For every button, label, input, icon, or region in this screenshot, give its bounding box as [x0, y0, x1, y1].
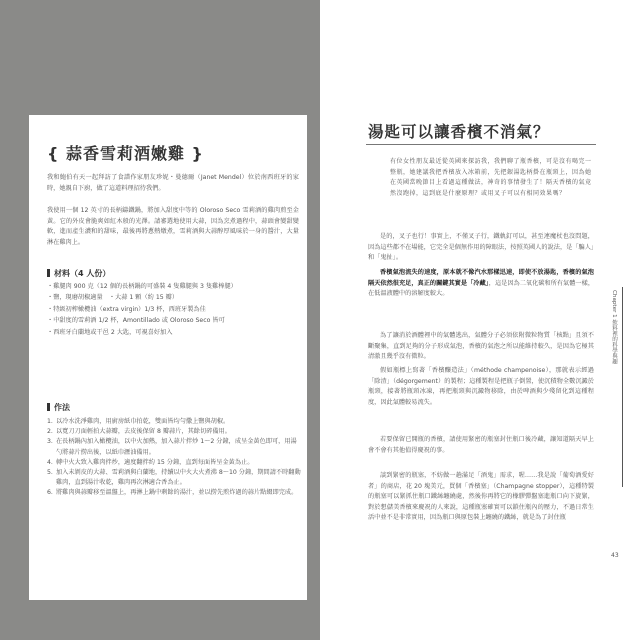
- step-text: 在長柄鍋內加入橄欖油，以中火加熱，加入蒜片拌炒 1～2 分鐘，成呈金黃色即可，用湯勺將蒜片撈出後，以紙巾瀝油備用。: [56, 438, 297, 456]
- paragraph-text: ，這是因為二氧化碳和所有氣體一樣，在低溫液體中的溶解度較大。: [368, 279, 595, 298]
- page-number: 43: [611, 552, 619, 559]
- ingredient-item: ・ 中甜度的雪莉酒 1/2 杯，Amontillado 或 Oloroso Seco 皆可: [47, 315, 302, 326]
- step-text: 轉中火大致入雞肉拌炒，適度翻拌約 15 分鐘，直到每面皆呈金黃為止。: [56, 458, 254, 466]
- method-step: [47, 488, 302, 498]
- heading-bar-icon: [47, 403, 50, 411]
- ingredients-list: [47, 281, 302, 338]
- step-number: 2.: [47, 428, 53, 436]
- ingredient-item: ・ 鹽，現磨胡椒適量 ・大蒜 1 顆（約 15 瓣）: [47, 292, 302, 303]
- body-paragraph-1: 是的，叉子也行！事實上，不僅叉子行，鐵軌釘可以，甚至連魔杖也沒問題，因為這些都不在場能，它完全是個無作用的障眼法，按照英國人的說法，是「騙人」和「鬼扯」。: [368, 233, 594, 262]
- highlight-text: 香檳氣泡流失的速度，原本就不像汽水那樣迅速，即使不放湯匙，香檳的氣泡隔天依然很充足，真正的關鍵其實是「冷藏」: [368, 269, 594, 287]
- title-divider: [366, 144, 596, 145]
- body-paragraph-3: 為了讓消於酒體裡中的氣體逃出，氣體分子必須依附微粒物質「核點」且須不斷聚集，直到足夠的分子形成氣泡，香檳的氣泡之所以能維持較久，是因為它極其清澈且幾乎沒有微粒。: [368, 332, 594, 361]
- step-text: 以寬刀刀面輕拍大蒜瓣，去皮後保留 8 瓣蒜片，其餘切碎備用。: [56, 428, 231, 436]
- step-number: 5.: [47, 469, 53, 477]
- body-paragraph-2: [368, 268, 594, 300]
- recipe-intro-2: 我使用一個 12 英寸的長柄鑄鐵鍋，將加入甜度中等的 Oloroso Seco 雪莉酒的雞肉煎至金黃。它的外皮會脆爽如紅木般的光澤。請審選地使用大蒜，因為烹煮過程中，蒜頭會變甜變軟，進而產生濃和的甜味，最後再將蔥熱燉煮，雪莉酒與大蒜醇厚風味於一身的醬汁，大量淋在雞肉上。: [47, 207, 299, 246]
- method-list: [47, 417, 302, 499]
- method-heading: [47, 402, 70, 413]
- ingredient-item: ・ 西班牙白蘭地或干邑 2 大匙，可視喜好加入: [47, 327, 302, 338]
- heading-bar-icon: [47, 269, 50, 277]
- body-paragraph-6: 談到緊密的瓶塞，不妨做一趟滿足「酒鬼」需求，喔……我是說「葡萄酒愛好者」的商店，花 20 塊美元，買個「香檳塞」（Champagne stopper），這種特製的瓶塞可以緊抓住瓶口鐵絲纏繞處，然後你再將它的橡膠彈盤塞進瓶口向下旋緊，對於想儲美香檳來慶祝的人來說，這種瓶塞確實可以鎖住瓶內的壓力，不過日常生活中並不是非常實用，因為瓶口與原包裝上纏繞的鐵絲，就是為了封住瓶: [368, 472, 594, 522]
- ingredients-heading-text: 材料（4 人份）: [54, 269, 111, 278]
- ingredient-item: ・ 特級初榨橄欖油（extra virgin）1/3 杯，西班牙製為佳: [47, 304, 302, 315]
- step-number: 3.: [47, 438, 53, 446]
- recipe-card: [29, 115, 307, 600]
- article-lead: 有位女性朋友最近從英國來探訪我，我們聊了瓶香檳，可是沒有喝完一整瓶，她建議我把香檳放入冰箱前，先把銀湯匙柄掛在瓶頸上，因為她在英國當晚節目上看過這種做法，神奇的事情發生了！隔天香檳的氣竟然沒跑掉，這到底是什麼原理？或用叉子可以有相同效果嗎？: [390, 158, 592, 198]
- chapter-tab-text: Chapter 1 飲料裡的科學與趣: [611, 290, 617, 365]
- step-text: 加入未剝皮的大蒜、雪莉酒與白蘭地，持續以中火大火煮沸 8～10 分鐘，期間請不時翻動雞肉，直到湯汁收乾，雞肉再次淋適合香為止。: [56, 469, 301, 487]
- recipe-intro-1: 我和鮑伯有天一起拜訪了食譜作家朋友珍妮・曼德爾（Janet Mendel）位於南西班牙的家時，她親自下廚，做了這道料理招待我們。: [47, 174, 299, 192]
- method-step: [47, 458, 302, 468]
- step-text: 以冷水洗淨雞肉，用廚房紙巾拍乾，雙面皆均勻撒上鹽與胡椒。: [56, 418, 230, 425]
- chapter-tab: [610, 290, 624, 470]
- right-page: [320, 0, 640, 640]
- body-paragraph-5: 若要保留已開瓶的香檳，請使用緊密的瓶塞封住瓶口後冷藏，讓知道隔天早上會不會有其他值得慶祝的事。: [368, 436, 594, 454]
- method-heading-text: 作法: [54, 403, 70, 412]
- article-title: 湯匙可以讓香檳不消氣？: [368, 123, 550, 141]
- method-step: [47, 468, 302, 488]
- step-text: 將雞肉與蒜瓣移至溫盤上，再淋上鍋中剩餘的湯汁，並以撈先煎炸過的蒜片點綴即完成。: [56, 489, 298, 497]
- recipe-title: { 蒜香雪莉酒嫩雞 }: [47, 144, 204, 163]
- method-step: [47, 427, 302, 437]
- step-number: 4.: [47, 458, 53, 466]
- method-step: [47, 437, 302, 457]
- ingredient-item: ・ 雞腿肉 900 克（12 個的長柄鍋的可盛裝 4 隻雞腿與 3 隻雞棒腿）: [47, 281, 302, 292]
- body-paragraph-4: 假如瓶標上寫著「香檳釀造法」（méthode champenoise），那就表示經過「除渣」（dégorgement）的製程；這種製程是把瓶子倒置，使沉積物全數沉澱於瓶頸，接著將瓶頸冰凍，再把瓶頸與沉澱物移除，由於啤酒與少殘留化到這種程度，因此氣體較易流失。: [368, 367, 594, 406]
- ingredients-heading: [47, 268, 110, 279]
- step-number: 6.: [47, 489, 53, 497]
- method-step: [47, 417, 302, 427]
- step-number: 1.: [47, 418, 53, 425]
